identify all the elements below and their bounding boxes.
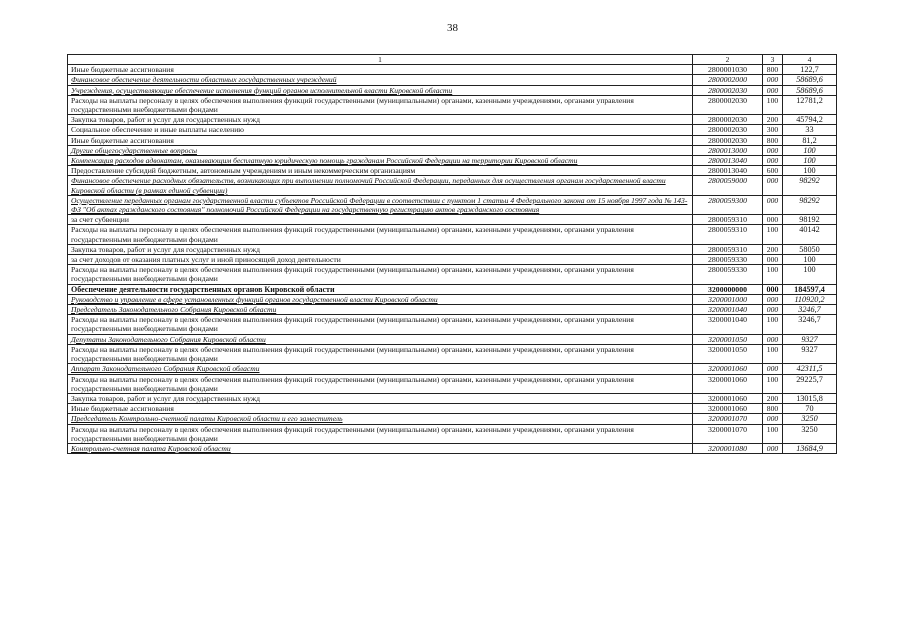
- table-row: [68, 334, 837, 344]
- table-row: [68, 225, 837, 244]
- row-code: 2800002030: [693, 115, 763, 125]
- row-type: 000: [763, 176, 783, 195]
- row-code: 2800013000: [693, 145, 763, 155]
- table-row: [68, 344, 837, 363]
- row-type: 100: [763, 95, 783, 114]
- row-type: 000: [763, 364, 783, 374]
- row-type: 000: [763, 443, 783, 453]
- row-code: 2800013040: [693, 156, 763, 166]
- row-type: 600: [763, 166, 783, 176]
- row-type: 000: [763, 414, 783, 424]
- row-amount: 58689,6: [783, 75, 837, 85]
- row-name: Иные бюджетные ассигнования: [68, 65, 693, 75]
- row-name: Предоставление субсидий бюджетным, автономным учреждениям и иным некоммерческим организациям: [68, 166, 693, 176]
- row-amount: 110920,2: [783, 294, 837, 304]
- row-name: Расходы на выплаты персоналу в целях обеспечения выполнения функций государственными (муниципальными) органами, казенными учреждениями, органами управления государственными внебюджетными фондами: [68, 265, 693, 284]
- row-name: Контрольно-счетная палата Кировской области: [68, 443, 693, 453]
- row-type: 000: [763, 305, 783, 315]
- row-code: 3200001000: [693, 294, 763, 304]
- row-code: 3200001050: [693, 334, 763, 344]
- row-amount: 58050: [783, 244, 837, 254]
- table-row: [68, 443, 837, 453]
- row-name: Расходы на выплаты персоналу в целях обеспечения выполнения функций государственными (муниципальными) органами, казенными учреждениями, органами управления государственными внебюджетными фондами: [68, 225, 693, 244]
- table-row: [68, 65, 837, 75]
- row-type: 000: [763, 85, 783, 95]
- row-type: 100: [763, 315, 783, 334]
- row-name: Финансовое обеспечение деятельности областных государственных учреждений: [68, 75, 693, 85]
- row-type: 200: [763, 393, 783, 403]
- row-name: Расходы на выплаты персоналу в целях обеспечения выполнения функций государственными (муниципальными) органами, казенными учреждениями, органами управления государственными внебюджетными фондами: [68, 95, 693, 114]
- row-name: Председатель Законодательного Собрания Кировской области: [68, 305, 693, 315]
- table-row: [68, 244, 837, 254]
- table-row: [68, 414, 837, 424]
- row-amount: 12781,2: [783, 95, 837, 114]
- row-amount: 70: [783, 404, 837, 414]
- row-amount: 122,7: [783, 65, 837, 75]
- table-row: [68, 265, 837, 284]
- row-amount: 98192: [783, 215, 837, 225]
- row-name: Другие общегосударственные вопросы: [68, 145, 693, 155]
- row-type: 800: [763, 65, 783, 75]
- row-type: 800: [763, 135, 783, 145]
- row-code: 3200001060: [693, 364, 763, 374]
- row-code: 3200001060: [693, 393, 763, 403]
- row-amount: 45794,2: [783, 115, 837, 125]
- table-row: [68, 75, 837, 85]
- row-name: Расходы на выплаты персоналу в целях обеспечения выполнения функций государственными (муниципальными) органами, казенными учреждениями, органами управления государственными внебюджетными фондами: [68, 424, 693, 443]
- row-code: 2800002030: [693, 95, 763, 114]
- table-header-row: [68, 55, 837, 65]
- row-type: 000: [763, 334, 783, 344]
- row-code: 3200001060: [693, 374, 763, 393]
- table-row: [68, 156, 837, 166]
- row-code: 2800059310: [693, 215, 763, 225]
- row-code: 3200001040: [693, 305, 763, 315]
- row-type: 000: [763, 255, 783, 265]
- table-row: [68, 195, 837, 214]
- row-name: Осуществление переданных органам государственной власти субъектов Российской Федерации в соответствии с пунктом 1 статьи 4 Федерального закона от 15 ноября 1997 года № 143-ФЗ "Об актах гражданского состояния" полномочий Российской Федерации на государственную регистрацию актов гражданского состояния: [68, 195, 693, 214]
- row-type: 000: [763, 156, 783, 166]
- row-code: 3200001040: [693, 315, 763, 334]
- header-col-3: 3: [763, 55, 783, 65]
- table-row: [68, 125, 837, 135]
- row-name: за счет субвенции: [68, 215, 693, 225]
- row-type: 100: [763, 265, 783, 284]
- row-name: Финансовое обеспечение расходных обязательств, возникающих при выполнении полномочий Российской Федерации, переданных для осуществления органам государственной власти Кировской области (в рамках единой субвенции): [68, 176, 693, 195]
- table-row: [68, 305, 837, 315]
- row-type: 100: [763, 344, 783, 363]
- table-row: [68, 85, 837, 95]
- header-col-4: 4: [783, 55, 837, 65]
- row-name: Иные бюджетные ассигнования: [68, 135, 693, 145]
- row-code: 2800059330: [693, 265, 763, 284]
- row-code: 2800013040: [693, 166, 763, 176]
- table-row: [68, 145, 837, 155]
- row-amount: 13684,9: [783, 443, 837, 453]
- row-type: 000: [763, 145, 783, 155]
- row-type: 000: [763, 284, 783, 294]
- row-amount: 58689,6: [783, 85, 837, 95]
- row-amount: 3250: [783, 414, 837, 424]
- table-row: [68, 95, 837, 114]
- table-row: [68, 166, 837, 176]
- row-code: 3200001060: [693, 404, 763, 414]
- row-amount: 9327: [783, 344, 837, 363]
- row-name: Закупка товаров, работ и услуг для государственных нужд: [68, 115, 693, 125]
- row-amount: 100: [783, 166, 837, 176]
- row-amount: 98292: [783, 195, 837, 214]
- row-name: Расходы на выплаты персоналу в целях обеспечения выполнения функций государственными (муниципальными) органами, казенными учреждениями, органами управления государственными внебюджетными фондами: [68, 315, 693, 334]
- table-row: [68, 176, 837, 195]
- row-code: 3200001070: [693, 424, 763, 443]
- row-code: 2800002030: [693, 125, 763, 135]
- table-row: [68, 424, 837, 443]
- row-code: 2800059000: [693, 176, 763, 195]
- table-row: [68, 315, 837, 334]
- row-amount: 3250: [783, 424, 837, 443]
- row-name: за счет доходов от оказания платных услуг и иной приносящей доход деятельности: [68, 255, 693, 265]
- row-type: 300: [763, 125, 783, 135]
- budget-table: [67, 54, 837, 454]
- table-row: [68, 284, 837, 294]
- row-type: 100: [763, 374, 783, 393]
- row-amount: 29225,7: [783, 374, 837, 393]
- row-amount: 13015,8: [783, 393, 837, 403]
- row-amount: 100: [783, 255, 837, 265]
- row-code: 2800059300: [693, 195, 763, 214]
- table-row: [68, 364, 837, 374]
- row-amount: 9327: [783, 334, 837, 344]
- row-name: Расходы на выплаты персоналу в целях обеспечения выполнения функций государственными (муниципальными) органами, казенными учреждениями, органами управления государственными внебюджетными фондами: [68, 344, 693, 363]
- row-name: Компенсация расходов адвокатам, оказывающим бесплатную юридическую помощь гражданам Российской Федерации на территории Кировской области: [68, 156, 693, 166]
- row-name: Председатель Контрольно-счетной палаты Кировской области и его заместитель: [68, 414, 693, 424]
- row-name: Обеспечение деятельности государственных органов Кировской области: [68, 284, 693, 294]
- row-name: Иные бюджетные ассигнования: [68, 404, 693, 414]
- row-name: Социальное обеспечение и иные выплаты населению: [68, 125, 693, 135]
- row-name: Депутаты Законодательного Собрания Кировской области: [68, 334, 693, 344]
- row-code: 2800002030: [693, 135, 763, 145]
- row-type: 000: [763, 195, 783, 214]
- row-code: 2800059330: [693, 255, 763, 265]
- row-amount: 40142: [783, 225, 837, 244]
- header-col-2: 2: [693, 55, 763, 65]
- row-type: 000: [763, 294, 783, 304]
- row-code: 3200000000: [693, 284, 763, 294]
- table-row: [68, 115, 837, 125]
- row-type: 000: [763, 215, 783, 225]
- row-name: Закупка товаров, работ и услуг для государственных нужд: [68, 244, 693, 254]
- table-row: [68, 294, 837, 304]
- row-amount: 3246,7: [783, 305, 837, 315]
- row-type: 200: [763, 115, 783, 125]
- table-row: [68, 404, 837, 414]
- page-number: 38: [447, 22, 458, 34]
- row-type: 800: [763, 404, 783, 414]
- row-code: 2800002030: [693, 85, 763, 95]
- row-type: 000: [763, 75, 783, 85]
- table-row: [68, 255, 837, 265]
- row-code: 3200001050: [693, 344, 763, 363]
- row-code: 2800001030: [693, 65, 763, 75]
- row-code: 2800059310: [693, 225, 763, 244]
- row-code: 3200001080: [693, 443, 763, 453]
- table-row: [68, 374, 837, 393]
- row-name: Расходы на выплаты персоналу в целях обеспечения выполнения функций государственными (муниципальными) органами, казенными учреждениями, органами управления государственными внебюджетными фондами: [68, 374, 693, 393]
- row-code: 2800059310: [693, 244, 763, 254]
- row-code: 2800002000: [693, 75, 763, 85]
- row-amount: 33: [783, 125, 837, 135]
- row-type: 100: [763, 225, 783, 244]
- row-amount: 42311,5: [783, 364, 837, 374]
- row-amount: 98292: [783, 176, 837, 195]
- row-type: 100: [763, 424, 783, 443]
- row-amount: 100: [783, 265, 837, 284]
- row-amount: 81,2: [783, 135, 837, 145]
- row-amount: 100: [783, 156, 837, 166]
- row-amount: 184597,4: [783, 284, 837, 294]
- row-name: Аппарат Законодательного Собрания Кировской области: [68, 364, 693, 374]
- row-name: Учреждения, осуществляющие обеспечение исполнения функций органов исполнительной власти Кировской области: [68, 85, 693, 95]
- row-amount: 100: [783, 145, 837, 155]
- row-type: 200: [763, 244, 783, 254]
- table-row: [68, 393, 837, 403]
- table-row: [68, 135, 837, 145]
- row-name: Закупка товаров, работ и услуг для государственных нужд: [68, 393, 693, 403]
- row-amount: 3246,7: [783, 315, 837, 334]
- row-code: 3200001070: [693, 414, 763, 424]
- row-name: Руководство и управление в сфере установленных функций органов государственной власти Кировской области: [68, 294, 693, 304]
- header-col-1: 1: [68, 55, 693, 65]
- table-row: [68, 215, 837, 225]
